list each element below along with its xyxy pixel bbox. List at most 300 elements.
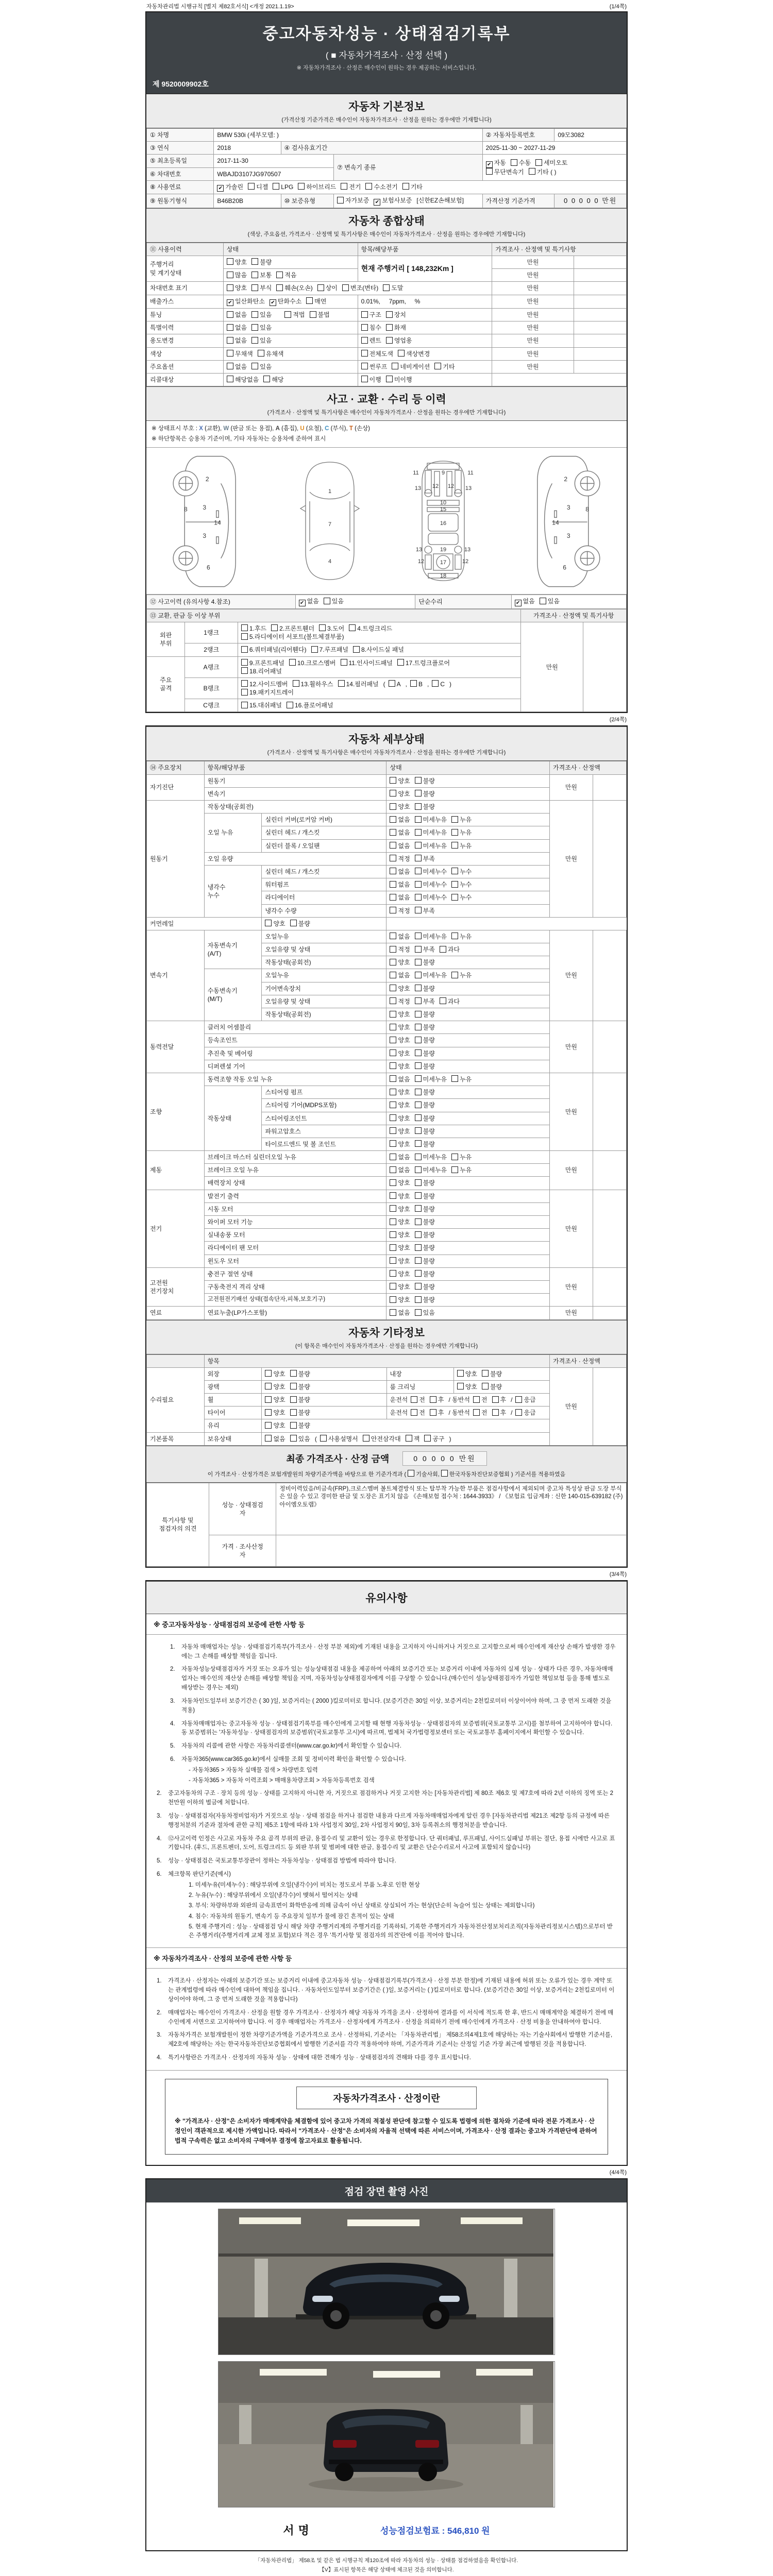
checkbox-label: 13.휠하우스 xyxy=(300,680,333,688)
checkbox[interactable] xyxy=(390,959,396,965)
checkbox[interactable] xyxy=(390,829,396,836)
table-cell xyxy=(386,865,550,878)
checkbox[interactable] xyxy=(320,1435,327,1442)
checkbox[interactable] xyxy=(451,842,458,849)
checkbox[interactable] xyxy=(430,1396,436,1403)
checkbox[interactable] xyxy=(390,1127,396,1134)
checkbox[interactable] xyxy=(241,702,248,708)
checkbox[interactable] xyxy=(390,1296,396,1303)
checkbox[interactable] xyxy=(451,894,458,901)
checkbox[interactable] xyxy=(276,284,283,291)
checkbox[interactable] xyxy=(353,646,360,653)
checkbox-label: 18.리어패널 xyxy=(249,667,282,675)
notice-subitem: 1. 미세누유(미세누수) : 해당부위에 오일(냉각수)이 비치는 정도로서 부품 노후로 인한 현상 xyxy=(189,1882,420,1888)
column-header: 항목/해당부품 xyxy=(358,243,492,256)
checkbox[interactable] xyxy=(383,284,390,291)
table-cell: C랭크 xyxy=(185,699,238,712)
checkbox[interactable] xyxy=(415,790,422,796)
checkbox-label: 불량 xyxy=(423,1127,435,1135)
checkbox[interactable] xyxy=(390,946,396,953)
checkbox[interactable] xyxy=(337,197,344,204)
checkbox[interactable] xyxy=(390,855,396,861)
option xyxy=(451,893,472,902)
checkbox[interactable] xyxy=(398,350,405,357)
checkbox[interactable] xyxy=(265,1383,272,1389)
checkbox-label: 부식 xyxy=(260,284,272,292)
checkbox-label: 렌트 xyxy=(369,337,381,345)
checkbox[interactable] xyxy=(451,816,458,823)
checkbox-label: 불량 xyxy=(423,1257,435,1265)
checkbox-label: 양호 xyxy=(273,1370,285,1378)
table-cell xyxy=(593,1073,626,1150)
checkbox[interactable] xyxy=(298,183,305,190)
checkbox[interactable] xyxy=(415,894,422,901)
notice-subitem: 4. 침수: 자동차의 원동기, 변속기 등 주요장치 일부가 물에 잠긴 흔적이 있는 상태 xyxy=(189,1913,394,1920)
option xyxy=(529,168,557,176)
checkbox[interactable] xyxy=(390,1037,396,1043)
checkbox[interactable]: ✔ xyxy=(374,199,380,206)
checkbox[interactable] xyxy=(473,1409,480,1416)
checkbox-label: 없음 xyxy=(398,816,410,824)
checkbox[interactable] xyxy=(415,1192,422,1199)
checkbox[interactable] xyxy=(310,311,316,318)
checkbox[interactable] xyxy=(341,183,347,190)
checkbox-label: 해당없음 xyxy=(234,376,259,383)
checkbox-label: 양호 xyxy=(398,1024,410,1031)
table-cell: ⑩ 보증유형 xyxy=(281,194,333,208)
checkbox[interactable] xyxy=(390,881,396,888)
checkbox[interactable] xyxy=(415,1075,422,1082)
checkbox[interactable] xyxy=(390,1166,396,1173)
table-cell xyxy=(386,1047,550,1060)
checkbox[interactable] xyxy=(432,680,439,687)
checkbox[interactable] xyxy=(411,1396,417,1403)
checkbox[interactable] xyxy=(390,933,396,939)
option xyxy=(374,196,412,206)
checkbox[interactable] xyxy=(451,1154,458,1160)
checkbox[interactable] xyxy=(415,1114,422,1121)
checkbox[interactable] xyxy=(338,680,345,687)
checkbox[interactable] xyxy=(290,1396,297,1403)
option xyxy=(265,1409,285,1417)
checkbox[interactable] xyxy=(265,1422,272,1429)
checkbox[interactable] xyxy=(415,1244,422,1251)
checkbox-label: 수동 xyxy=(518,159,531,167)
checkbox[interactable] xyxy=(241,624,248,631)
checkbox[interactable] xyxy=(390,1179,396,1186)
checkbox[interactable] xyxy=(451,829,458,836)
checkbox[interactable] xyxy=(227,311,233,318)
checkbox[interactable] xyxy=(251,272,258,278)
checkbox[interactable] xyxy=(415,1296,422,1303)
checkbox[interactable] xyxy=(251,324,258,331)
table-cell: 차대번호 표기 xyxy=(147,282,224,295)
checkbox[interactable] xyxy=(415,972,422,978)
checkbox-label: 양호 xyxy=(398,1037,410,1044)
table-cell: ⑤ 최초등록일 xyxy=(147,155,214,167)
checkbox-label: 미세누유 xyxy=(423,816,447,824)
checkbox[interactable] xyxy=(415,1231,422,1238)
accident-note-2: ※ 하단항목은 승용차 기준이며, 기타 자동차는 승용차에 준하여 표시 xyxy=(152,435,326,442)
checkbox[interactable] xyxy=(390,1309,396,1316)
checkbox[interactable] xyxy=(486,168,493,175)
checkbox-label: C xyxy=(440,680,445,688)
checkbox-label: 장치 xyxy=(394,311,406,319)
checkbox[interactable] xyxy=(415,1205,422,1212)
checkbox[interactable] xyxy=(390,1140,396,1147)
table-cell xyxy=(386,943,550,956)
checkbox[interactable] xyxy=(415,946,422,953)
checkbox[interactable] xyxy=(258,350,264,357)
checkbox[interactable] xyxy=(227,284,233,291)
first-registration-date: 2017-11-30 xyxy=(214,155,334,167)
checkbox[interactable] xyxy=(248,183,255,190)
checkbox[interactable] xyxy=(341,659,347,666)
checkbox[interactable] xyxy=(415,1283,422,1290)
checkbox-label: 없음 xyxy=(273,1435,285,1443)
checkbox[interactable] xyxy=(415,816,422,823)
checkbox[interactable] xyxy=(386,324,393,331)
checkbox[interactable] xyxy=(386,337,393,344)
option xyxy=(434,363,455,371)
checkbox[interactable] xyxy=(415,959,422,965)
checkbox[interactable] xyxy=(241,646,248,653)
checkbox[interactable] xyxy=(290,1383,297,1389)
checkbox[interactable] xyxy=(361,376,368,382)
checkbox[interactable] xyxy=(390,1283,396,1290)
checkbox[interactable] xyxy=(406,1435,412,1442)
checkbox-label: 불량 xyxy=(423,1049,435,1057)
checkbox[interactable] xyxy=(415,933,422,939)
checkbox[interactable] xyxy=(241,633,248,640)
checkbox[interactable] xyxy=(492,1409,499,1416)
checkbox[interactable] xyxy=(319,624,326,631)
checkbox[interactable] xyxy=(311,646,318,653)
table-cell: 냉각수 누수 xyxy=(204,865,262,917)
checkbox[interactable] xyxy=(451,933,458,939)
checkbox[interactable] xyxy=(390,1062,396,1069)
checkbox[interactable] xyxy=(227,272,233,278)
checkbox[interactable]: ✔ xyxy=(299,600,306,606)
checkbox-label: 불량 xyxy=(423,803,435,811)
checkbox[interactable] xyxy=(251,363,258,369)
checkbox[interactable] xyxy=(415,777,422,784)
checkbox[interactable] xyxy=(287,702,293,708)
checkbox[interactable] xyxy=(434,363,441,369)
checkbox[interactable] xyxy=(451,1075,458,1082)
table-cell xyxy=(453,1380,549,1393)
checkbox[interactable] xyxy=(390,1192,396,1199)
checkbox[interactable] xyxy=(402,183,409,190)
checkbox[interactable] xyxy=(415,1218,422,1225)
checkbox[interactable] xyxy=(424,1435,431,1442)
checkbox[interactable] xyxy=(241,680,248,687)
checkbox[interactable] xyxy=(482,1370,489,1377)
option xyxy=(386,311,406,319)
checkbox[interactable]: ✔ xyxy=(515,600,522,606)
checkbox-label: 없음 xyxy=(234,363,247,370)
table-cell: 시동 모터 xyxy=(204,1202,386,1215)
checkbox[interactable] xyxy=(263,376,270,382)
checkbox[interactable] xyxy=(415,1089,422,1095)
checkbox[interactable] xyxy=(271,624,278,631)
checkbox[interactable] xyxy=(390,985,396,991)
checkbox[interactable] xyxy=(390,1114,396,1121)
notice-list-2 xyxy=(146,1969,627,2071)
checkbox[interactable] xyxy=(415,1140,422,1147)
checkbox-label: 양호 xyxy=(398,1270,410,1278)
checkbox[interactable] xyxy=(390,997,396,1004)
checkbox[interactable]: ✔ xyxy=(217,185,224,192)
checkbox[interactable] xyxy=(241,689,248,696)
checkbox[interactable] xyxy=(515,1409,522,1416)
checkbox[interactable] xyxy=(365,183,372,190)
checkbox[interactable] xyxy=(457,1370,464,1377)
column-header: 상태 xyxy=(386,761,550,774)
checkbox[interactable] xyxy=(451,1166,458,1173)
option-text: , xyxy=(405,680,408,688)
table-cell xyxy=(386,969,550,982)
checkbox[interactable] xyxy=(363,1435,369,1442)
checkbox[interactable] xyxy=(415,907,422,913)
table-cell: 만원 xyxy=(492,309,574,321)
checkbox[interactable] xyxy=(273,183,279,190)
checkbox[interactable] xyxy=(415,803,422,810)
table-cell: 동력조향 작동 오일 누유 xyxy=(204,1073,386,1086)
checkbox[interactable] xyxy=(390,1218,396,1225)
legend-code: C xyxy=(325,426,329,432)
checkbox[interactable] xyxy=(289,659,296,666)
option xyxy=(390,1179,410,1187)
checkbox[interactable] xyxy=(390,868,396,874)
checkbox[interactable] xyxy=(392,363,398,369)
checkbox[interactable] xyxy=(415,1309,422,1316)
checkbox[interactable] xyxy=(290,1422,297,1429)
checkbox[interactable] xyxy=(390,1049,396,1056)
checkbox[interactable] xyxy=(290,920,297,926)
checkbox[interactable] xyxy=(251,284,258,291)
checkbox[interactable] xyxy=(361,311,368,318)
checkbox[interactable] xyxy=(415,1037,422,1043)
option xyxy=(451,933,472,941)
option xyxy=(390,1140,410,1148)
checkbox[interactable] xyxy=(265,1370,272,1377)
checkbox[interactable] xyxy=(415,1127,422,1134)
checkbox[interactable] xyxy=(440,997,446,1004)
checkbox[interactable] xyxy=(361,324,368,331)
checkbox[interactable] xyxy=(441,1470,448,1477)
checkbox[interactable] xyxy=(411,1409,417,1416)
checkbox[interactable] xyxy=(390,907,396,913)
checkbox[interactable] xyxy=(390,803,396,810)
table-cell xyxy=(223,334,358,347)
checkbox[interactable] xyxy=(227,350,233,357)
checkbox[interactable] xyxy=(390,816,396,823)
checkbox[interactable] xyxy=(430,1409,436,1416)
table-cell: 오일누유 xyxy=(262,930,386,943)
checkbox[interactable] xyxy=(540,598,546,604)
checkbox[interactable] xyxy=(415,881,422,888)
option xyxy=(415,1283,435,1291)
checkbox[interactable]: ✔ xyxy=(227,299,233,306)
option xyxy=(258,350,284,358)
valuation-definition-title: 자동차가격조사 · 산정이란 xyxy=(296,2087,477,2109)
checkbox[interactable] xyxy=(440,946,446,953)
table-cell: 주요 골격 xyxy=(147,656,185,712)
checkbox[interactable] xyxy=(227,376,233,382)
checkbox-label: 전 xyxy=(419,1409,425,1417)
checkbox[interactable] xyxy=(324,598,330,604)
option xyxy=(424,1435,444,1443)
checkbox[interactable] xyxy=(284,311,291,318)
checkbox[interactable] xyxy=(317,284,324,291)
table-cell xyxy=(386,852,550,865)
checkbox-label: 세미오토 xyxy=(544,159,568,167)
checkbox[interactable] xyxy=(349,624,356,631)
checkbox[interactable] xyxy=(390,777,396,784)
checkbox[interactable] xyxy=(451,972,458,978)
checkbox-label: 9.프론트패널 xyxy=(249,659,284,667)
checkbox[interactable] xyxy=(397,659,404,666)
checkbox[interactable] xyxy=(390,894,396,901)
checkbox[interactable]: ✔ xyxy=(486,161,493,168)
checkbox-label: 과다 xyxy=(447,997,460,1005)
checkbox-label: 전 xyxy=(481,1409,488,1417)
checkbox[interactable] xyxy=(390,1011,396,1018)
option xyxy=(515,1409,535,1417)
checkbox[interactable] xyxy=(390,1089,396,1095)
checkbox[interactable] xyxy=(251,311,258,318)
checkbox[interactable] xyxy=(241,659,248,666)
checkbox[interactable] xyxy=(251,337,258,344)
option xyxy=(457,1383,477,1391)
checkbox[interactable] xyxy=(410,680,417,687)
checkbox[interactable] xyxy=(415,829,422,836)
option xyxy=(383,284,403,292)
checkbox[interactable] xyxy=(390,1270,396,1277)
checkbox[interactable] xyxy=(227,324,233,331)
checkbox[interactable] xyxy=(457,1383,464,1389)
checkbox[interactable] xyxy=(265,1435,272,1442)
checkbox[interactable] xyxy=(451,881,458,888)
checkbox[interactable] xyxy=(361,350,368,357)
checkbox-label: 양호 xyxy=(398,1179,410,1187)
checkbox[interactable] xyxy=(415,1179,422,1186)
notice-subitem: 2. 누유(누수) : 해당부위에서 오일(냉각수)이 맺혀서 떨어지는 상태 xyxy=(189,1892,358,1899)
checkbox[interactable] xyxy=(415,1101,422,1108)
checkbox[interactable] xyxy=(293,680,299,687)
option xyxy=(349,624,392,633)
checkbox[interactable] xyxy=(390,1101,396,1108)
checkbox[interactable] xyxy=(390,1257,396,1264)
checkbox[interactable] xyxy=(290,1409,297,1416)
checkbox-label: 탄화수소 xyxy=(277,297,302,305)
checkbox[interactable]: ✔ xyxy=(270,299,276,306)
checkbox[interactable] xyxy=(511,159,517,166)
checkbox[interactable] xyxy=(415,1024,422,1030)
checkbox[interactable] xyxy=(390,842,396,849)
checkbox[interactable] xyxy=(361,363,368,369)
table-cell xyxy=(386,956,550,969)
checkbox[interactable] xyxy=(529,168,535,175)
option xyxy=(415,1218,435,1226)
checkbox[interactable] xyxy=(390,1075,396,1082)
table-cell xyxy=(238,643,520,656)
checkbox[interactable] xyxy=(386,311,393,318)
checkbox[interactable] xyxy=(408,1470,414,1477)
checkbox[interactable] xyxy=(415,842,422,849)
checkbox[interactable] xyxy=(473,1396,480,1403)
checkbox[interactable] xyxy=(390,1154,396,1160)
checkbox[interactable] xyxy=(227,337,233,344)
checkbox[interactable] xyxy=(535,159,542,166)
car-diagram-top xyxy=(291,453,368,589)
diagram-part-number: 6 xyxy=(563,564,566,571)
warranty-type xyxy=(334,194,483,208)
checkbox-label: 부족 xyxy=(423,946,435,954)
checkbox[interactable] xyxy=(361,337,368,344)
checkbox[interactable] xyxy=(389,680,395,687)
checkbox[interactable] xyxy=(290,1435,297,1442)
checkbox[interactable] xyxy=(415,985,422,991)
checkbox[interactable] xyxy=(415,997,422,1004)
table-cell: 만원 xyxy=(550,930,593,1021)
table-cell xyxy=(386,1034,550,1047)
checkbox[interactable] xyxy=(390,1231,396,1238)
page-marker-1: (1/4쪽) xyxy=(609,4,627,10)
checkbox[interactable] xyxy=(241,667,248,674)
checkbox[interactable] xyxy=(415,1154,422,1160)
checkbox[interactable] xyxy=(482,1383,489,1389)
checkbox[interactable] xyxy=(415,855,422,861)
checkbox[interactable] xyxy=(265,1396,272,1403)
table-cell: 기본품목 xyxy=(147,1432,205,1445)
option xyxy=(402,183,423,191)
checkbox[interactable] xyxy=(276,272,283,278)
checkbox[interactable] xyxy=(227,363,233,369)
checkbox[interactable] xyxy=(290,1370,297,1377)
checkbox[interactable] xyxy=(390,790,396,796)
checkbox[interactable] xyxy=(390,1024,396,1030)
checkbox[interactable] xyxy=(390,1205,396,1212)
checkbox[interactable] xyxy=(415,1049,422,1056)
checkbox[interactable] xyxy=(342,284,349,291)
checkbox[interactable] xyxy=(515,1396,522,1403)
checkbox-label: 불량 xyxy=(423,1024,435,1031)
checkbox[interactable] xyxy=(390,1244,396,1251)
table-cell xyxy=(223,269,358,282)
diagram-part-number: 3 xyxy=(566,504,570,512)
checkbox[interactable] xyxy=(451,868,458,874)
checkbox[interactable] xyxy=(265,920,272,926)
checkbox[interactable] xyxy=(306,297,313,304)
checkbox[interactable] xyxy=(390,972,396,978)
checkbox[interactable] xyxy=(415,1270,422,1277)
diagram-part-number: 13 xyxy=(465,485,472,492)
checkbox[interactable] xyxy=(227,258,233,265)
checkbox[interactable] xyxy=(415,1011,422,1018)
checkbox[interactable] xyxy=(265,1409,272,1416)
checkbox[interactable] xyxy=(251,258,258,265)
checkbox[interactable] xyxy=(386,376,393,382)
checkbox[interactable] xyxy=(415,1257,422,1264)
checkbox[interactable] xyxy=(415,1166,422,1173)
notice-item: 4. ⑫사고이력 인정은 사고로 자동차 주요 골격 부위의 판금, 용접수리 및 교환이 있는 경우로 한정합니다. 단 쿼터패널, 루프패널, 사이드실패널 부위는 절단, 용접 시에만 사고로 표기합니다. (후드, 프론트펜더, 도어, 트렁크리드 등 외판 부위 및 범퍼에 대한 판금, 용접수리 및 교환은 단순수리로서 사고에 포함되지 않습니다) xyxy=(157,1835,615,1851)
checkbox[interactable] xyxy=(492,1396,499,1403)
option xyxy=(251,324,272,332)
checkbox[interactable] xyxy=(415,1062,422,1069)
checkbox[interactable] xyxy=(415,868,422,874)
